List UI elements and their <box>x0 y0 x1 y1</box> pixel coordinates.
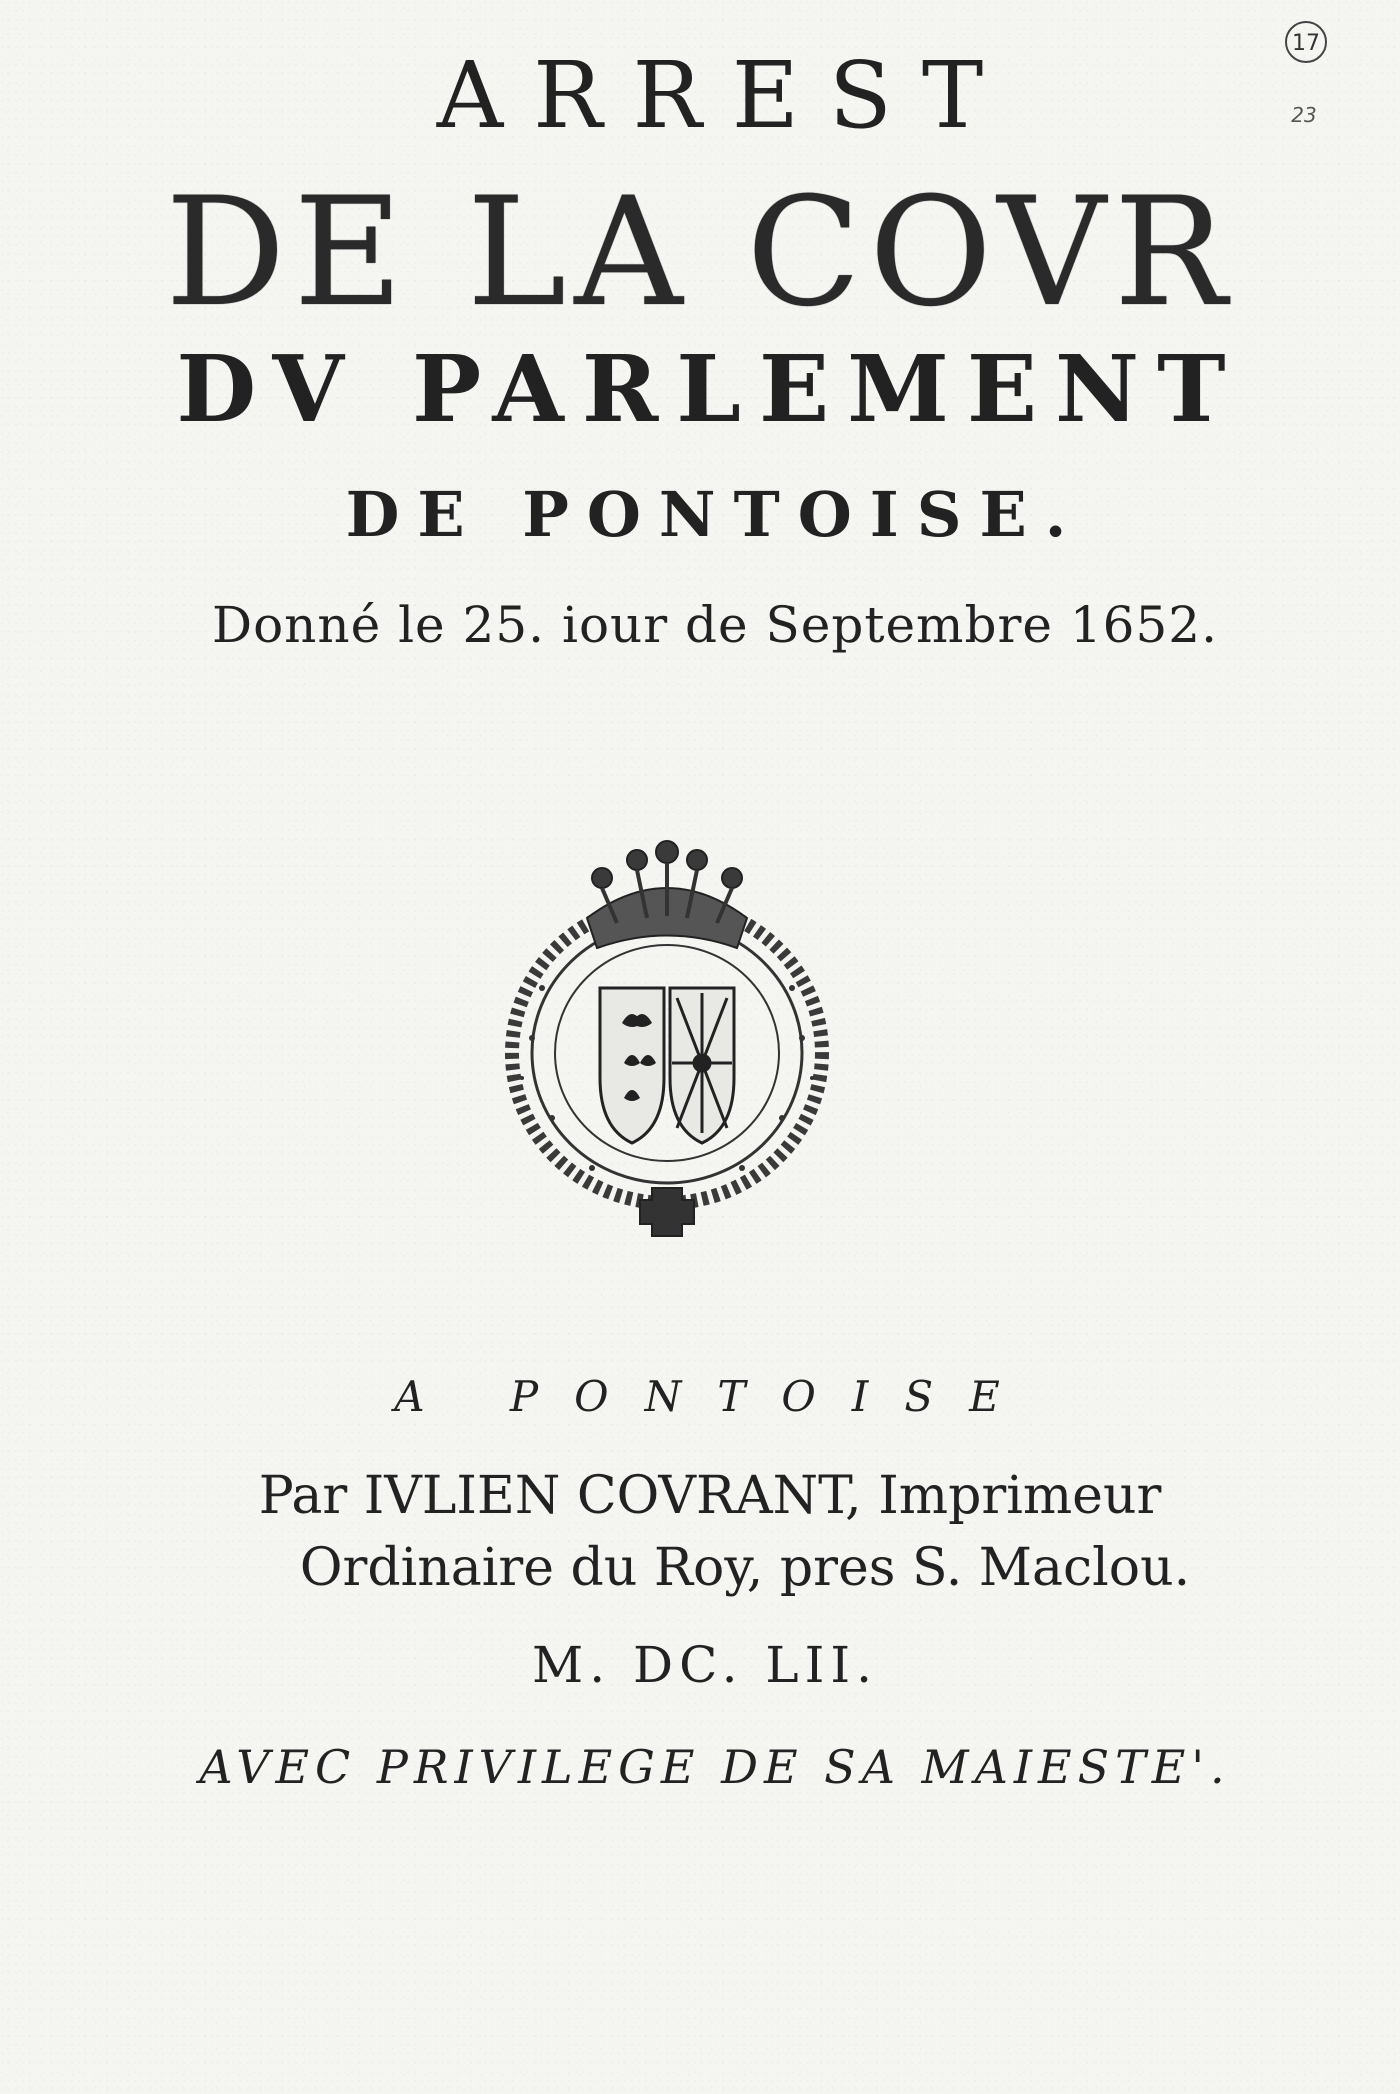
imprint-printer-line1: Par IVLIEN COVRANT, Imprimeur <box>258 1466 1162 1526</box>
shelfmark-number: 17 <box>1292 31 1320 56</box>
date-line: Donné le 25. iour de Septembre 1652. <box>211 596 1219 654</box>
imprint-privilege: AVEC PRIVILEGE DE SA MAIESTE'. <box>199 1740 1231 1794</box>
imprint-place: A PONTOISE <box>394 1372 1036 1421</box>
imprint-printer-line2: Ordinaire du Roy, pres S. Maclou. <box>299 1538 1191 1598</box>
royal-coat-of-arms-icon <box>492 838 842 1238</box>
title-line-pontoise: DE PONTOISE. <box>345 478 1085 551</box>
shelfmark-note: 23 <box>1291 103 1317 127</box>
imprint-year: M. DC. LII. <box>532 1636 878 1694</box>
title-line-de-la-covr: DE LA COVR <box>165 166 1235 340</box>
title-line-parlement: DV PARLEMENT <box>176 335 1244 443</box>
title-line-arrest: ARREST <box>436 42 1014 149</box>
